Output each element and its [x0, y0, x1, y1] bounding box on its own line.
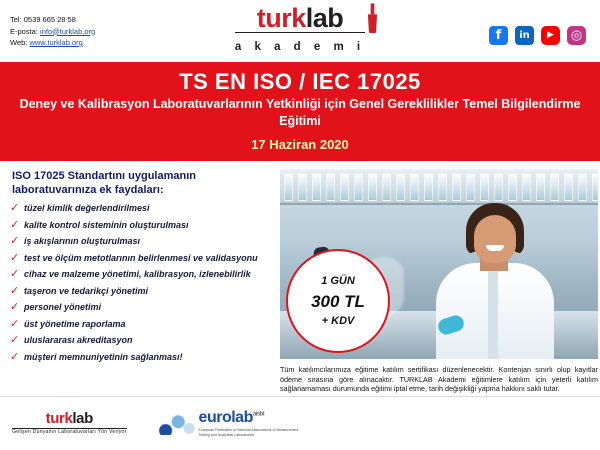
turklab-akademi-logo — [200, 5, 400, 60]
footer-turklab-tagline: Gelişen Dünyanın Laboratuvarları Yön Veriyor — [12, 429, 127, 436]
contact-label-tel: Tel: — [10, 15, 22, 24]
check-icon: ✓ — [10, 283, 20, 297]
check-icon: ✓ — [10, 250, 20, 264]
header — [0, 0, 600, 62]
footer-turklab-logo — [12, 411, 127, 435]
list-item — [10, 302, 272, 313]
linkedin-icon[interactable]: in — [515, 26, 534, 45]
check-icon: ✓ — [10, 349, 20, 363]
brand-subtitle: a k a d e m i — [235, 32, 365, 60]
list-item — [10, 250, 272, 264]
contact-row-tel — [10, 14, 95, 26]
list-item — [10, 283, 272, 297]
footer-brand-lab: lab — [72, 410, 93, 428]
check-icon: ✓ — [10, 217, 20, 231]
check-icon: ✓ — [10, 234, 20, 247]
main-content — [0, 161, 600, 394]
contact-row-email — [10, 26, 95, 38]
footer-brand-turk: turk — [45, 410, 73, 428]
benefit-text: cihaz ve malzeme yönetimi, kalibrasyon, izlenebilirlik — [24, 269, 251, 279]
standard-title: TS EN ISO / IEC 17025 — [179, 69, 421, 94]
footer-eurolab-logo — [153, 410, 307, 437]
list-item — [10, 349, 272, 363]
contact-label-email: E-posta: — [10, 26, 38, 36]
website-link[interactable]: www.turklab.org — [29, 38, 83, 47]
footer — [0, 396, 600, 450]
brand-text-lab: lab — [305, 3, 344, 33]
eurolab-wordmark — [199, 409, 264, 426]
list-item — [10, 335, 272, 346]
disclaimer-text: Tüm katılımcılarımıza eğitime katılım sertifikası düzenlenecektir. Kontenjan sınırlı olup kayıtlar ödeme sırasına göre alınacaktır. TURKLAB Akademi eğitimlere katılım için yeterli katılım sağlanamaması durumunda eğitimi iptal etme, tarih değişikliği yapma hakkını saklı tutar. — [280, 365, 598, 394]
check-icon: ✓ — [10, 333, 20, 346]
benefits-title: ISO 17025 Standartını uygulamanın laboratuvarınıza ek faydaları: — [12, 170, 196, 196]
laboratory-scientist-photo — [280, 169, 598, 359]
benefit-text: müşteri memnuniyetinin sağlanması! — [24, 351, 183, 362]
list-item — [10, 316, 272, 330]
badge-tax: + KDV — [321, 314, 355, 327]
course-subtitle: Deney ve Kalibrasyon Laboratuvarlarının Yetkinliği için Genel Gereklilikler Temel Bilgilendirme Eğitimi — [19, 97, 581, 128]
photo-glassware — [284, 173, 598, 201]
eurolab-tagline: European Federation of National Associations of Measurement, Testing and Analytical Laboratories — [198, 427, 300, 437]
youtube-icon[interactable]: ▶ — [541, 26, 560, 45]
check-icon: ✓ — [10, 267, 20, 280]
badge-price: 300 TL — [311, 292, 365, 312]
benefit-text: taşeron ve tedarikçi yönetimi — [24, 285, 149, 296]
flask-icon — [367, 3, 378, 33]
check-icon: ✓ — [10, 316, 20, 330]
benefit-text: personel yönetimi — [24, 302, 102, 312]
instagram-icon[interactable]: ◎ — [567, 26, 586, 45]
eurolab-name: eurolab — [198, 408, 253, 426]
footer-brand — [46, 410, 93, 427]
event-date: 17 Haziran 2020 — [251, 137, 349, 152]
list-item — [10, 269, 272, 280]
contact-value-tel: 0539 665 28 58 — [23, 15, 76, 24]
brand-wordmark — [235, 5, 365, 60]
benefits-list — [10, 203, 272, 363]
email-link[interactable]: info@turklab.org — [40, 26, 96, 36]
check-icon: ✓ — [10, 300, 20, 313]
price-badge — [286, 249, 390, 353]
badge-duration: 1 GÜN — [321, 274, 355, 287]
benefits-column — [10, 169, 272, 394]
contact-label-web: Web: — [10, 38, 28, 47]
contact-row-web — [10, 37, 95, 49]
check-icon: ✓ — [10, 201, 20, 214]
photo-column — [280, 169, 598, 394]
list-item — [10, 217, 272, 231]
benefit-text: kalite kontrol sisteminin oluşturulması — [24, 219, 189, 230]
list-item — [10, 203, 272, 214]
brand-text-turk: turk — [256, 3, 306, 33]
photo-scientist — [436, 209, 554, 359]
facebook-icon[interactable]: f — [489, 26, 508, 45]
benefit-text: test ve ölçüm metotlarının belirlenmesi ve validasyonu — [24, 252, 258, 263]
social-links — [489, 26, 586, 45]
eurolab-mark-icon — [153, 413, 195, 435]
eurolab-sup: aisbl — [252, 411, 265, 418]
list-item — [10, 236, 272, 247]
benefit-text: tüzel kimlik değerlendirilmesi — [24, 203, 150, 213]
title-band — [0, 62, 600, 161]
contact-info — [10, 14, 95, 49]
benefit-text: iş akışlarının oluşturulması — [24, 236, 141, 246]
benefit-text: uluslararası akreditasyon — [24, 335, 133, 345]
benefit-text: üst yönetime raporlama — [24, 318, 126, 329]
